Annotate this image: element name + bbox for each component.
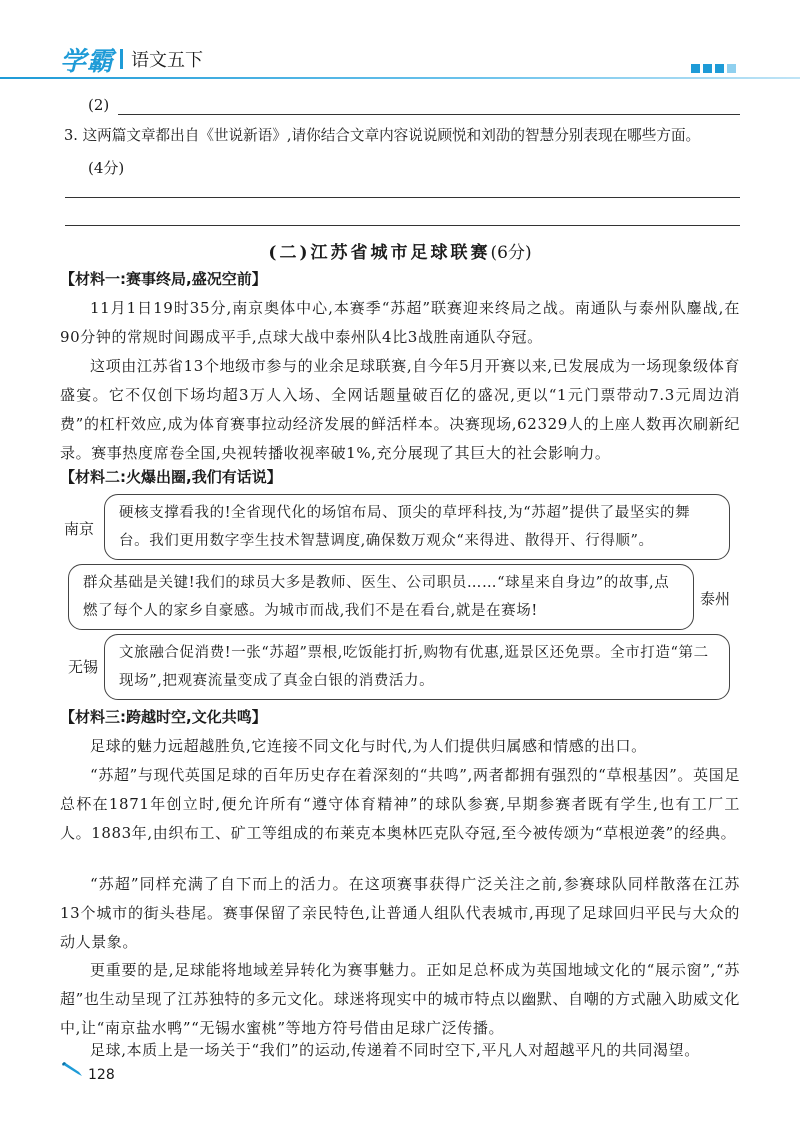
material3-para3: “苏超”同样充满了自下而上的活力。在这项赛事获得广泛关注之前,参赛球队同样散落在江苏13个城市的街头巷尾。赛事保留了亲民特色,让普通人组队代表城市,再现了足球回归平民与大众的动人景象。 [60,875,740,951]
speaker-nanjing: 南京 [64,520,95,538]
q3-score: (4分) [88,159,125,177]
material1-para1: 11月1日19时35分,南京奥体中心,本赛季“苏超”联赛迎来终局之战。南通队与泰州队鏖战,在90分钟的常规时间踢成平手,点球大战中泰州队4比3战胜南通队夺冠。 [60,299,740,346]
logo [60,42,203,76]
section-title-text: (二)江苏省城市足球联赛 [268,243,491,263]
logo-text: 学霸 [60,46,115,77]
speech-bubble-wuxi: 文旅融合促消费!一张“苏超”票根,吃饭能打折,购物有优惠,逛景区还免票。全市打造“第二现场”,把观赛流量变成了真金白银的消费活力。 [104,634,730,700]
logo-divider [120,49,123,69]
header [60,40,750,80]
material1-para2: 这项由江苏省13个地级市参与的业余足球联赛,自今年5月开赛以来,已发展成为一场现象级体育盛宴。它不仅创下场均超3万人入场、全网话题量破百亿的盛况,更以“1元门票带动7.3元周边消费”的杠杆效应,成为体育赛事拉动经济发展的鲜活样本。决赛现场,62329人的上座人数再次刷新纪录。赛事热度席卷全国,央视转播收视率破1%,充分展现了其巨大的社会影响力。 [60,357,740,462]
pencil-icon [60,1060,86,1078]
material3-para2: “苏超”与现代英国足球的百年历史存在着深刻的“共鸣”,两者都拥有强烈的“草根基因”。英国足总杯在1871年创立时,便允许所有“遵守体育精神”的球队参赛,早期参赛者既有学生,也有工厂工人。1883年,由织布工、矿工等组成的布莱克本奥林匹克队夺冠,至今被传颂为“草根逆袭”的经典。 [60,766,740,842]
q2-label: (2) [88,96,110,114]
q3-answer-line-1[interactable] [65,197,740,198]
speaker-taizhou: 泰州 [700,590,731,608]
speech-bubble-taizhou: 群众基础是关键!我们的球员大多是教师、医生、公司职员……“球星来自身边”的故事,点燃了每个人的家乡自豪感。为城市而战,我们不是在看台,就是在赛场! [68,564,694,630]
page-number: 128 [88,1067,115,1083]
section-title [0,238,800,263]
q3-answer-line-2[interactable] [65,225,740,226]
header-rule [0,77,800,79]
material2-title: 【材料二:火爆出圈,我们有话说】 [60,468,282,486]
material3-para5: 足球,本质上是一场关于“我们”的运动,传递着不同时空下,平凡人对超越平凡的共同渴望。 [90,1041,700,1059]
section-score: (6分) [490,243,532,263]
speaker-wuxi: 无锡 [68,658,99,676]
q3-question: 3. 这两篇文章都出自《世说新语》,请你结合文章内容说说顾悦和刘劭的智慧分别表现在哪些方面。 [64,127,701,144]
header-dots-icon [691,64,736,73]
material1-title: 【材料一:赛事终局,盛况空前】 [60,270,267,288]
q2-answer-line[interactable] [118,114,740,115]
speech-bubble-nanjing: 硬核支撑看我的!全省现代化的场馆布局、顶尖的草坪科技,为“苏超”提供了最坚实的舞台。我们更用数字孪生技术智慧调度,确保数万观众“来得进、散得开、行得顺”。 [104,494,730,560]
material3-para1: 足球的魅力远超越胜负,它连接不同文化与时代,为人们提供归属感和情感的出口。 [90,737,647,755]
material3-para4: 更重要的是,足球能将地域差异转化为赛事魅力。正如足总杯成为英国地域文化的“展示窗”,“苏超”也生动呈现了江苏独特的多元文化。球迷将现实中的城市特点以幽默、自嘲的方式融入助威文化中,让“南京盐水鸭”“无锡水蜜桃”等地方符号借由足球广泛传播。 [60,961,740,1037]
material3-title: 【材料三:跨越时空,文化共鸣】 [60,708,267,726]
subject-title: 语文五下 [131,50,204,71]
